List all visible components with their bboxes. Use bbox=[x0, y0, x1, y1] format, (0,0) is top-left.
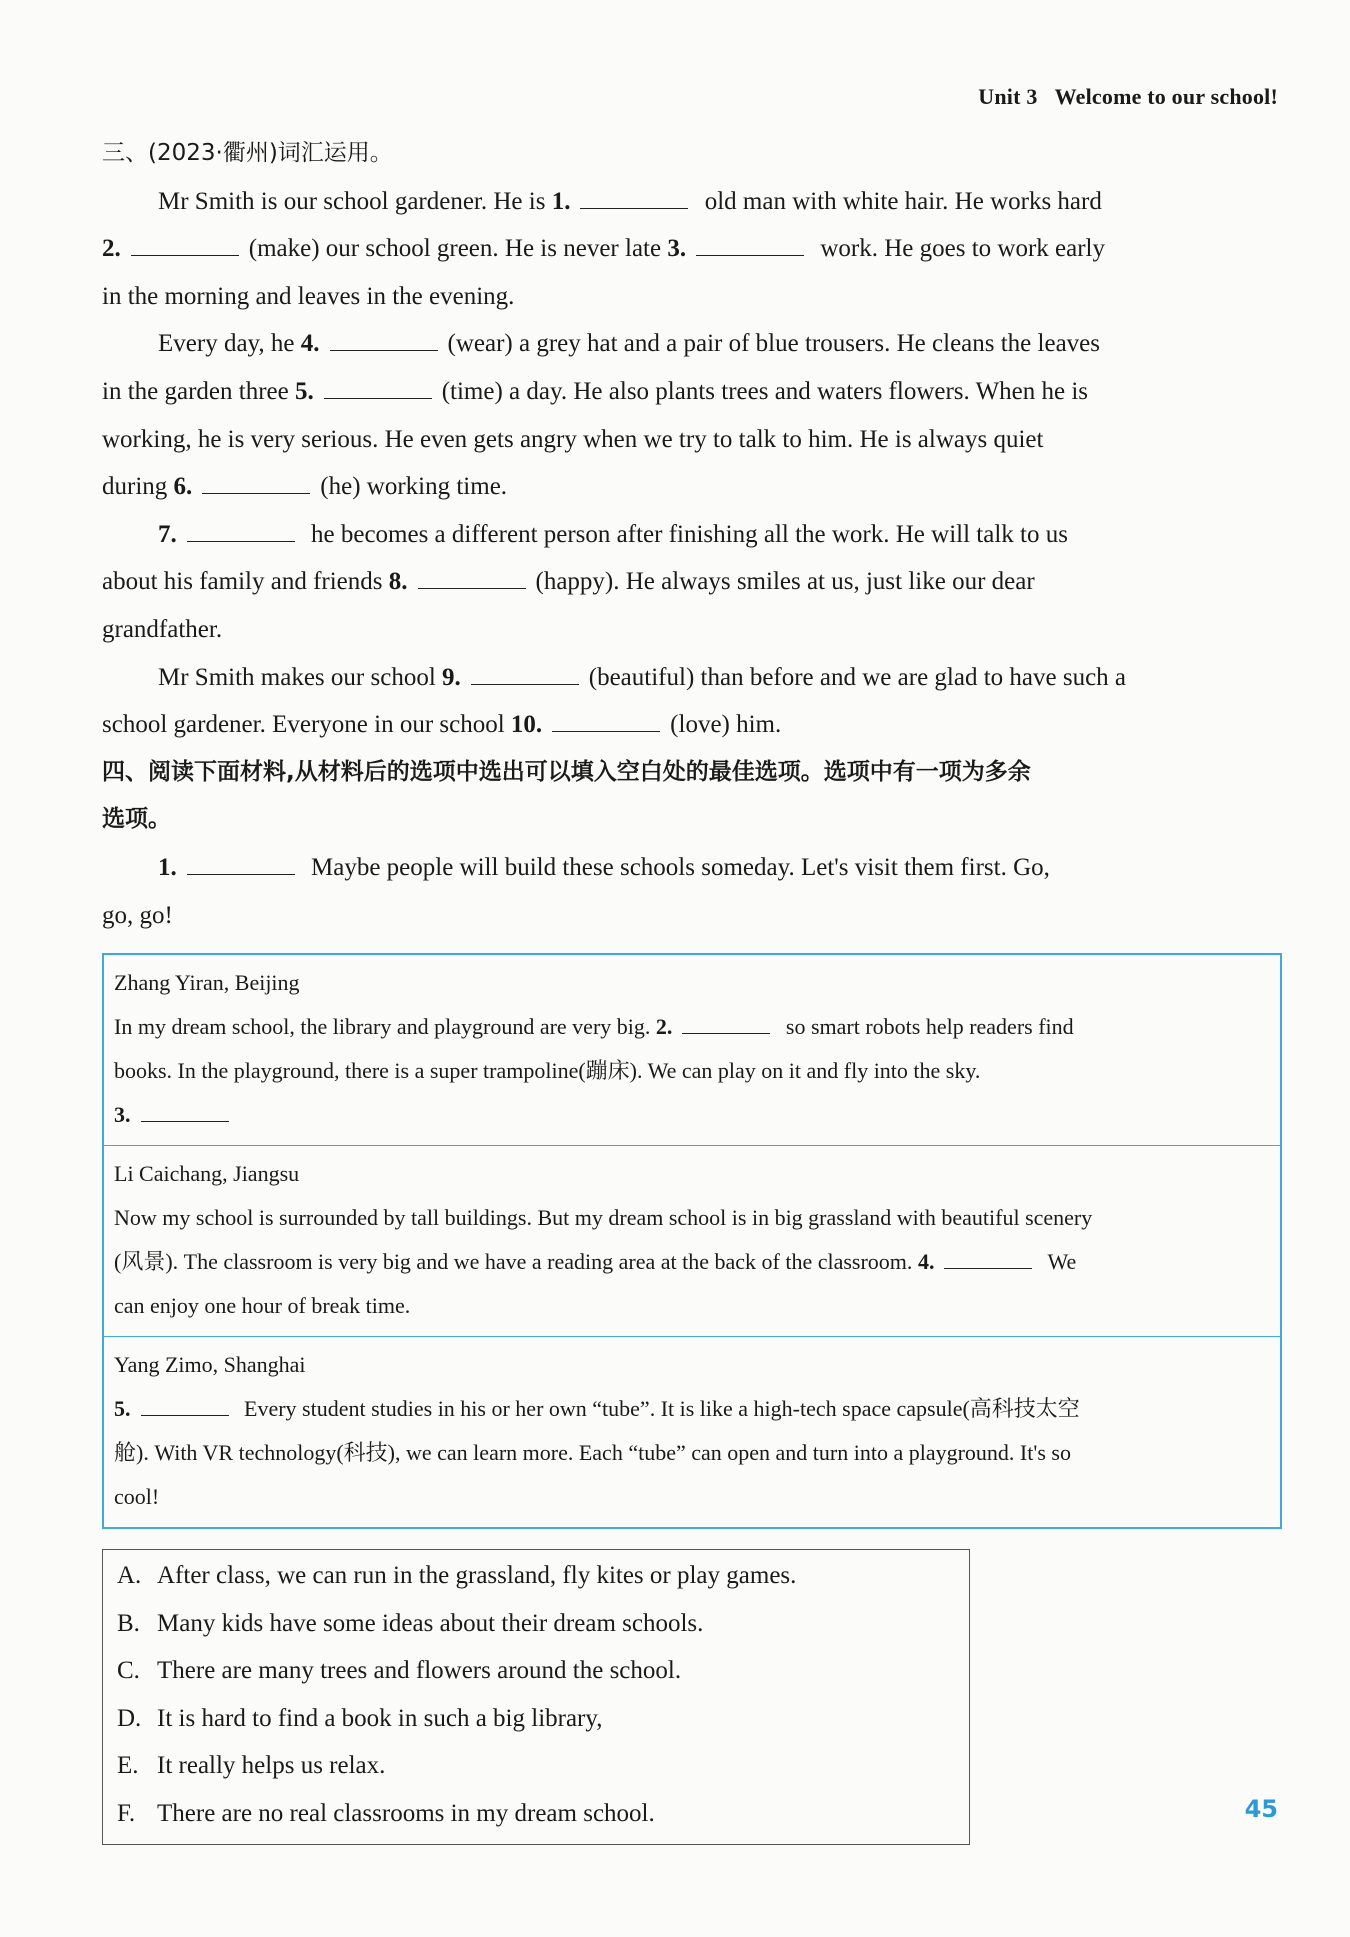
content bbox=[102, 130, 1282, 1845]
s3-p2-line4: during 6. (he) working time. bbox=[102, 473, 508, 501]
section4-title-line2: 选项。 bbox=[102, 806, 171, 833]
blank-number: 1. bbox=[551, 187, 571, 215]
option-f[interactable]: F. There are no real classrooms in my dream school. bbox=[117, 1800, 655, 1828]
passage-line: In my dream school, the library and playground are very big. 2. so smart robots help readers find bbox=[114, 1014, 1074, 1040]
author-name: Li Caichang, Jiangsu bbox=[114, 1161, 300, 1187]
passage-line: can enjoy one hour of break time. bbox=[114, 1293, 411, 1319]
unit-label: Unit 3 bbox=[978, 84, 1038, 109]
passage-line bbox=[114, 1093, 1270, 1137]
answer-blank-2[interactable] bbox=[131, 254, 239, 256]
passage-line: (风景). The classroom is very big and we have a reading area at the back of the classroom. 4. We bbox=[114, 1249, 1077, 1275]
options-box bbox=[102, 1549, 970, 1845]
s3-p1-line1: Mr Smith is our school gardener. He is 1. old man with white hair. He works hard bbox=[158, 187, 1102, 215]
blank-number: 1. bbox=[158, 853, 177, 881]
blank-number: 6. bbox=[173, 473, 193, 501]
answer-blank-5[interactable] bbox=[324, 397, 432, 399]
answer-blank-r3[interactable] bbox=[141, 1120, 229, 1122]
answer-blank-1[interactable] bbox=[580, 207, 688, 209]
answer-blank-9[interactable] bbox=[471, 683, 579, 685]
answer-blank-7[interactable] bbox=[187, 540, 295, 542]
answer-blank-3[interactable] bbox=[696, 254, 804, 256]
section4-title-line1: 四、阅读下面材料,从材料后的选项中选出可以填入空白处的最佳选项。选项中有一项为多余 bbox=[102, 758, 1031, 785]
reading-passage-box bbox=[102, 953, 1282, 1529]
blank-number: 10. bbox=[510, 711, 543, 739]
option-e[interactable]: E. It really helps us relax. bbox=[117, 1752, 386, 1780]
s3-p3-line1: 7. he becomes a different person after finishing all the work. He will talk to us bbox=[158, 520, 1068, 548]
blank-number: 5. bbox=[294, 377, 314, 405]
blank-number: 7. bbox=[158, 520, 177, 548]
s3-p4-line2: school gardener. Everyone in our school 10. (love) him. bbox=[102, 711, 782, 739]
author-name: Yang Zimo, Shanghai bbox=[114, 1352, 306, 1378]
passage-cell-jiangsu bbox=[104, 1145, 1280, 1336]
answer-blank-8[interactable] bbox=[418, 587, 526, 589]
passage-line: books. In the playground, there is a super trampoline(蹦床). We can play on it and fly into the sky. bbox=[114, 1058, 981, 1084]
passage-cell-shanghai bbox=[104, 1336, 1280, 1527]
blank-number: 4. bbox=[917, 1249, 935, 1275]
option-a[interactable]: A. After class, we can run in the grassland, fly kites or play games. bbox=[117, 1562, 797, 1590]
s3-p1-line2: 2. (make) our school green. He is never late 3. work. He goes to work early bbox=[102, 235, 1105, 263]
answer-blank-6[interactable] bbox=[202, 492, 310, 494]
option-d[interactable]: D. It is hard to find a book in such a big library, bbox=[117, 1704, 603, 1732]
section3-title: 三、(2023·衢州)词汇运用。 bbox=[102, 140, 393, 166]
option-b[interactable]: B. Many kids have some ideas about their dream schools. bbox=[117, 1609, 704, 1637]
blank-number: 5. bbox=[114, 1396, 131, 1422]
page-number: 45 bbox=[1244, 1795, 1278, 1823]
answer-blank-r2[interactable] bbox=[682, 1032, 770, 1034]
author-name: Zhang Yiran, Beijing bbox=[114, 970, 300, 996]
answer-blank-r4[interactable] bbox=[944, 1267, 1032, 1269]
s4-intro-line1: 1. Maybe people will build these schools someday. Let's visit them first. Go, bbox=[158, 853, 1050, 881]
blank-number: 2. bbox=[655, 1014, 673, 1040]
passage-line: cool! bbox=[114, 1484, 160, 1510]
s3-p2-line2: in the garden three 5. (time) a day. He also plants trees and waters flowers. When he is bbox=[102, 377, 1089, 405]
answer-blank-4[interactable] bbox=[330, 349, 438, 351]
unit-title: Welcome to our school! bbox=[1054, 84, 1278, 109]
passage-line: Now my school is surrounded by tall buildings. But my dream school is in big grassland with beautiful scenery bbox=[114, 1205, 1093, 1231]
s4-intro-line2: go, go! bbox=[102, 901, 173, 929]
blank-number: 3. bbox=[114, 1102, 131, 1128]
s3-p3-line2: about his family and friends 8. (happy). He always smiles at us, just like our dear bbox=[102, 568, 1035, 596]
blank-number: 9. bbox=[442, 663, 461, 691]
option-c[interactable]: C. There are many trees and flowers around the school. bbox=[117, 1657, 682, 1685]
passage-line: 5. Every student studies in his or her own “tube”. It is like a high-tech space capsule(高科技太空 bbox=[114, 1396, 1080, 1422]
s3-p2-line3: working, he is very serious. He even gets angry when we try to talk to him. He is always quiet bbox=[102, 425, 1044, 453]
answer-blank-10[interactable] bbox=[552, 730, 660, 732]
answer-blank-r1[interactable] bbox=[187, 873, 295, 875]
passage-line: 舱). With VR technology(科技), we can learn more. Each “tube” can open and turn into a playground. It's so bbox=[114, 1440, 1071, 1466]
passage-cell-beijing bbox=[104, 955, 1280, 1145]
page-header bbox=[978, 84, 1278, 110]
blank-number: 4. bbox=[300, 330, 320, 358]
s3-p2-line1: Every day, he 4. (wear) a grey hat and a pair of blue trousers. He cleans the leaves bbox=[158, 330, 1100, 358]
blank-number: 2. bbox=[102, 235, 121, 263]
blank-number: 8. bbox=[388, 568, 408, 596]
s3-p3-line3: grandfather. bbox=[102, 615, 223, 643]
s3-p4-line1: Mr Smith makes our school 9. (beautiful) than before and we are glad to have such a bbox=[158, 663, 1127, 691]
blank-number: 3. bbox=[667, 235, 687, 263]
s3-p1-line3: in the morning and leaves in the evening. bbox=[102, 282, 515, 310]
answer-blank-r5[interactable] bbox=[141, 1414, 229, 1416]
